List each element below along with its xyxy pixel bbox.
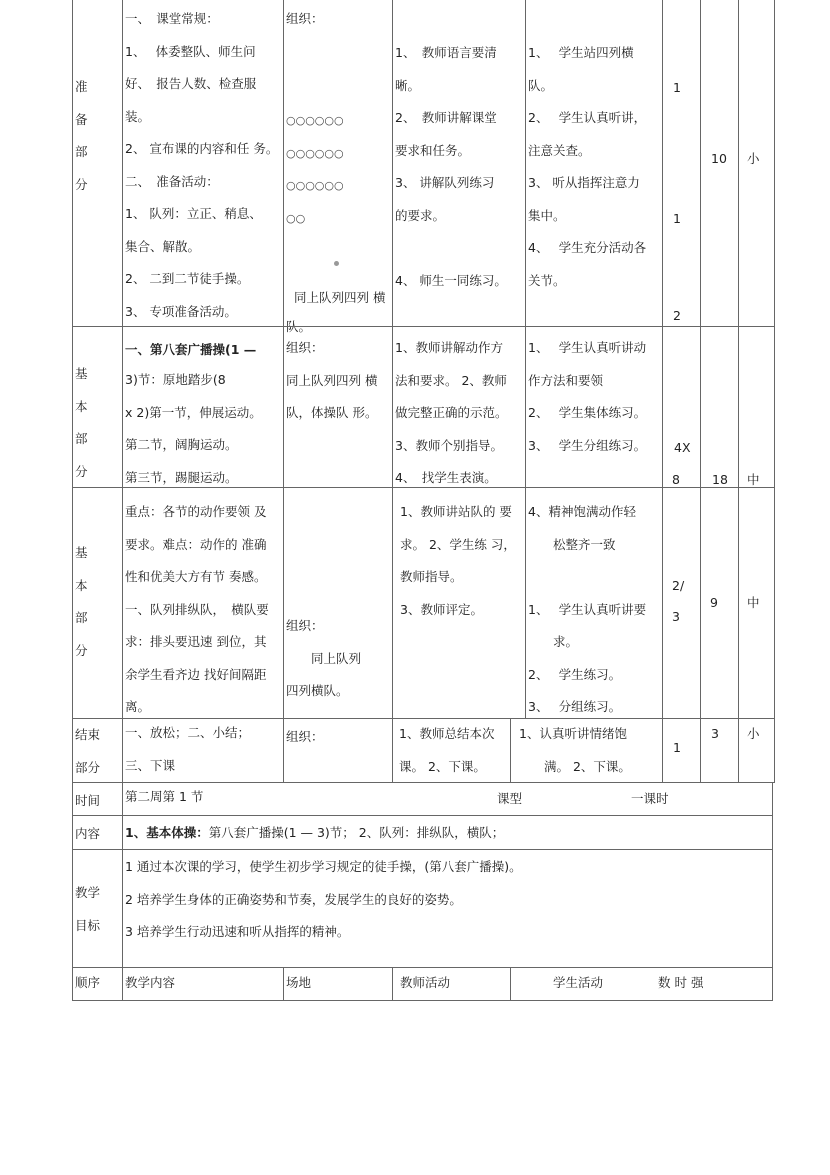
basic1-intensity-cell bbox=[738, 326, 775, 488]
cell-text bbox=[395, 43, 523, 303]
venue-note: 同上队列四列 横 bbox=[294, 290, 386, 305]
count-value: 4X bbox=[674, 440, 691, 455]
text-line: 关节。 bbox=[528, 272, 566, 288]
text-line: 分 bbox=[75, 176, 88, 192]
column-header: 数 时 强 bbox=[658, 975, 704, 990]
content-heading: 1、基本体操： bbox=[125, 825, 209, 840]
text-line: 一、放松；二、小结； bbox=[125, 725, 251, 740]
text-line: 重点：各节的动作要领 及 bbox=[125, 504, 267, 519]
text-line: 4、 师生一同练习。 bbox=[395, 272, 507, 288]
cell-text bbox=[399, 724, 508, 789]
cell-text bbox=[286, 338, 390, 436]
end-intensity-cell bbox=[738, 718, 775, 783]
text-line: 好、 报告人数、检查服 bbox=[125, 76, 257, 91]
basic1-teacher-cell bbox=[392, 326, 526, 488]
count-value: 1 bbox=[673, 80, 681, 95]
basic1-content-cell bbox=[122, 326, 284, 488]
cell-text bbox=[75, 883, 120, 948]
text-line: 一、 课堂常规： bbox=[125, 11, 219, 26]
time-value: 3 bbox=[711, 726, 719, 741]
text-line: 二、 准备活动： bbox=[125, 173, 219, 189]
count-value: 2/ bbox=[672, 578, 685, 593]
text-line: ○○○○○○ bbox=[286, 114, 344, 127]
cell-text bbox=[125, 502, 281, 730]
text-line: 1、教师总结本次 bbox=[399, 726, 495, 741]
text-line: 松整齐一致 bbox=[528, 536, 616, 552]
text-line: 晰。 bbox=[395, 77, 421, 93]
count-value: 1 bbox=[673, 211, 681, 226]
text-line bbox=[528, 567, 660, 600]
text-line: 2、 学生集体练习。 bbox=[528, 405, 647, 420]
cell-text bbox=[400, 502, 523, 632]
cell-text bbox=[528, 502, 660, 730]
text-line: 注意关查。 bbox=[528, 142, 591, 158]
time-value: 18 bbox=[712, 472, 728, 487]
venue-label: 组织： bbox=[286, 11, 324, 26]
text-line: 3、 听从指挥注意力 bbox=[528, 175, 640, 190]
text-line: 求：排头要迅速 到位，其 bbox=[125, 634, 267, 649]
time-label-cell bbox=[72, 782, 123, 816]
text-line: 部 bbox=[75, 431, 88, 446]
cell-text bbox=[75, 725, 120, 790]
text-line: 1、 教师语言要清 bbox=[395, 45, 497, 60]
text-line: 2、 教师讲解课堂 bbox=[395, 110, 497, 125]
cell-text bbox=[125, 857, 770, 955]
text-line: 结束 bbox=[75, 727, 101, 742]
col-student-cell bbox=[510, 967, 773, 1001]
text-line: 要求。难点：动作的 准确 bbox=[125, 536, 267, 552]
column-header: 学生活动 bbox=[553, 975, 604, 990]
text-line bbox=[395, 238, 523, 271]
basic2-student-cell bbox=[525, 487, 663, 719]
prep-section-cell bbox=[72, 0, 123, 327]
cell-text bbox=[528, 338, 660, 468]
text-line: ○○ bbox=[286, 211, 306, 225]
time-label: 时间 bbox=[75, 793, 101, 808]
cell-text bbox=[75, 364, 120, 494]
text-line: 法和要求。 2、教师 bbox=[395, 372, 507, 388]
text-line: 组织： bbox=[286, 340, 324, 355]
column-header: 场地 bbox=[286, 975, 312, 990]
text-line: 1、认真听讲情绪饱 bbox=[519, 726, 627, 741]
text-line: 1、 学生认真听讲要 bbox=[528, 601, 647, 617]
content-value-cell bbox=[122, 815, 773, 850]
text-line: 性和优美大方有节 奏感。 bbox=[125, 569, 267, 584]
text-line: 第二节，阔胸运动。 bbox=[125, 437, 238, 452]
cell-text bbox=[395, 338, 523, 501]
teacher-position-dot bbox=[334, 261, 339, 266]
end-student-cell bbox=[510, 718, 663, 783]
text-line: x 2)第一节，伸展运动。 bbox=[125, 404, 262, 420]
intensity-value: 小 bbox=[747, 151, 760, 166]
column-header: 教师活动 bbox=[400, 975, 451, 990]
basic1-student-cell bbox=[525, 326, 663, 488]
text-line: 3、 学生分组练习。 bbox=[528, 437, 647, 453]
intensity-value: 中 bbox=[747, 595, 760, 610]
prep-student-cell bbox=[525, 0, 663, 327]
cell-text bbox=[125, 9, 281, 334]
content-label-cell bbox=[72, 815, 123, 850]
column-header: 顺序 bbox=[75, 975, 101, 990]
text-line: 本 bbox=[75, 398, 88, 414]
end-time-cell bbox=[700, 718, 739, 783]
basic2-venue-cell bbox=[283, 487, 393, 719]
basic2-section-cell bbox=[72, 487, 123, 719]
text-line: 求。 bbox=[528, 634, 579, 649]
text-line: 部 bbox=[75, 144, 88, 159]
basic1-venue-cell bbox=[283, 326, 393, 488]
cell-text bbox=[519, 724, 660, 789]
prep-teacher-cell bbox=[392, 0, 526, 327]
text-line: 集合、解散。 bbox=[125, 238, 201, 254]
count-value: 3 bbox=[672, 609, 680, 624]
text-line: 4、 找学生表演。 bbox=[395, 470, 497, 485]
text-line: 4、精神饱满动作轻 bbox=[528, 504, 636, 519]
text-line: 同上队列四列 横 bbox=[286, 372, 378, 388]
prep-count-cell bbox=[662, 0, 701, 327]
cell-text bbox=[286, 616, 390, 714]
intensity-value: 小 bbox=[747, 726, 760, 741]
col-order-cell bbox=[72, 967, 123, 1001]
prep-venue-cell bbox=[283, 0, 393, 334]
text-line: 3、教师个别指导。 bbox=[395, 437, 503, 453]
text-line: 本 bbox=[75, 577, 88, 593]
text-line: 2、 二到二节徒手操。 bbox=[125, 271, 250, 286]
text-line: 备 bbox=[75, 111, 88, 127]
text-line: 3、 专项准备活动。 bbox=[125, 303, 237, 319]
basic1-time-cell bbox=[700, 326, 739, 488]
text-line: 3 培养学生行动迅速和听从指挥的精神。 bbox=[125, 924, 350, 939]
cell-text bbox=[528, 43, 660, 303]
basic1-count-cell bbox=[662, 326, 701, 488]
text-line: 部 bbox=[75, 610, 88, 625]
formation-diagram bbox=[286, 111, 390, 241]
text-line: 四列横队。 bbox=[286, 683, 349, 698]
text-line: 的要求。 bbox=[395, 207, 446, 223]
text-line: 教学 bbox=[75, 885, 101, 900]
text-line: 2、 学生练习。 bbox=[528, 666, 622, 682]
count-value: 2 bbox=[673, 308, 681, 323]
col-venue-cell bbox=[283, 967, 393, 1001]
text-line: 1、 队列：立正、稍息、 bbox=[125, 206, 262, 221]
text-line: 第三节，踢腿运动。 bbox=[125, 469, 238, 485]
text-line: 分 bbox=[75, 463, 88, 479]
basic2-time-cell bbox=[700, 487, 739, 719]
text-line: 一、队列排纵队， 横队要 bbox=[125, 601, 269, 617]
text-line: 集中。 bbox=[528, 207, 566, 223]
prep-section-label bbox=[75, 77, 120, 207]
text-line: 3)节：原地踏步(8 bbox=[125, 372, 226, 387]
text-line: 基 bbox=[75, 545, 88, 560]
end-count-cell bbox=[662, 718, 701, 783]
text-line: 目标 bbox=[75, 917, 101, 933]
basic2-intensity-cell bbox=[738, 487, 775, 719]
cell-text bbox=[125, 723, 281, 788]
text-line: 4、 学生充分活动各 bbox=[528, 240, 647, 255]
col-teacher-cell bbox=[392, 967, 511, 1001]
text-line: 三、下课 bbox=[125, 757, 176, 773]
content-value: 第八套广播操(1 — 3)节； 2、队列：排纵队，横队； bbox=[208, 825, 505, 840]
text-line: 同上队列 bbox=[286, 650, 362, 666]
content-heading: 一、第八套广播操(1 — bbox=[125, 342, 257, 357]
prep-time-cell bbox=[700, 0, 739, 327]
venue-note-cont: 队。 bbox=[286, 319, 312, 334]
lesson-type-label: 课型 bbox=[497, 791, 523, 806]
end-section-cell bbox=[72, 718, 123, 783]
end-content-cell bbox=[122, 718, 284, 783]
cell-text bbox=[125, 370, 281, 500]
text-line: 3、 分组练习。 bbox=[528, 699, 622, 714]
text-line: 1 通过本次课的学习，使学生初步学习规定的徒手操，(第八套广播操)。 bbox=[125, 859, 522, 874]
text-line: 2 培养学生身体的正确姿势和节奏，发展学生的良好的姿势。 bbox=[125, 891, 462, 907]
time-value-cell bbox=[122, 782, 773, 816]
text-line: 队，体操队 形。 bbox=[286, 405, 378, 420]
text-line: 余学生看齐边 找好间隔距 bbox=[125, 666, 267, 682]
end-venue-cell bbox=[283, 718, 393, 783]
intensity-value: 中 bbox=[747, 472, 760, 487]
text-line: 组织： bbox=[286, 618, 324, 633]
basic2-teacher-cell bbox=[392, 487, 526, 719]
text-line: 做完整正确的示范。 bbox=[395, 405, 508, 420]
goals-cell bbox=[122, 849, 773, 968]
text-line: 分 bbox=[75, 642, 88, 658]
basic2-count-cell bbox=[662, 487, 701, 719]
text-line: 1、 体委整队、师生问 bbox=[125, 43, 256, 59]
text-line: 装。 bbox=[125, 108, 151, 124]
text-line: ○○○○○○ bbox=[286, 146, 344, 160]
text-line: 部分 bbox=[75, 759, 101, 775]
content-label: 内容 bbox=[75, 826, 101, 841]
text-line: 求。 2、学生练 习， bbox=[400, 536, 516, 552]
text-line: 3、 讲解队列练习 bbox=[395, 175, 495, 190]
text-line: 队。 bbox=[528, 77, 554, 93]
text-line: 3、教师评定。 bbox=[400, 601, 483, 617]
text-line: 1、教师讲解动作方 bbox=[395, 340, 503, 355]
lesson-type-value: 一课时 bbox=[631, 791, 669, 806]
text-line: 基 bbox=[75, 366, 88, 381]
prep-content-cell bbox=[122, 0, 284, 327]
basic2-content-cell bbox=[122, 487, 284, 719]
cell-text bbox=[75, 543, 120, 673]
venue-label: 组织： bbox=[286, 729, 324, 744]
text-line: 准 bbox=[75, 79, 88, 94]
text-line: 1、教师讲站队的 要 bbox=[400, 504, 512, 519]
count-value: 8 bbox=[672, 472, 680, 487]
time-value: 10 bbox=[711, 151, 727, 166]
text-line: 离。 bbox=[125, 699, 151, 714]
text-line: 满。 2、下课。 bbox=[519, 758, 631, 774]
basic1-section-cell bbox=[72, 326, 123, 488]
goal-label-cell bbox=[72, 849, 123, 968]
text-line: 作方法和要领 bbox=[528, 372, 604, 388]
column-header: 教学内容 bbox=[125, 975, 176, 990]
time-value: 第二周第 1 节 bbox=[125, 789, 204, 804]
text-line: 2、 学生认真听讲， bbox=[528, 110, 647, 125]
text-line: ○○○○○○ bbox=[286, 179, 344, 192]
text-line: 教师指导。 bbox=[400, 569, 463, 584]
text-line: 1、 学生认真听讲动 bbox=[528, 340, 647, 355]
text-line: 1、 学生站四列横 bbox=[528, 45, 634, 60]
text-line: 要求和任务。 bbox=[395, 142, 471, 158]
text-line: 2、 宣布课的内容和任 务。 bbox=[125, 141, 279, 156]
col-content-cell bbox=[122, 967, 284, 1001]
text-line: 课。 2、下课。 bbox=[399, 758, 486, 774]
count-value: 1 bbox=[673, 740, 681, 755]
prep-intensity-cell bbox=[738, 0, 775, 327]
end-teacher-cell bbox=[392, 718, 511, 783]
time-value: 9 bbox=[710, 595, 718, 610]
